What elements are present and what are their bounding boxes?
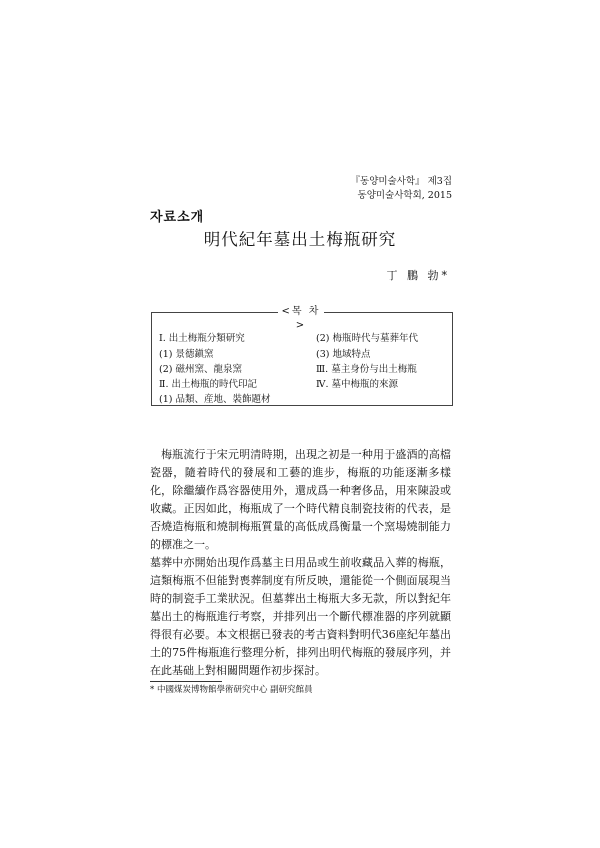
author-name: 丁 鵬 勃* [386, 269, 450, 282]
toc-item: (2) 磁州窯、龍泉窯 [159, 364, 242, 375]
body-text [150, 446, 451, 680]
footnote-divider [150, 681, 222, 682]
toc-item: Ⅲ. 墓主身份与出土梅瓶 [316, 364, 417, 375]
toc-item: (1) 景德鎭窯 [159, 349, 214, 360]
society-citation: 동양미술사학회, 2015 [357, 190, 452, 201]
body-paragraph: 梅瓶流行于宋元明清時期，出現之初是一种用于盛酒的高檔瓷器，隨着時代的發展和工藝的進步，梅瓶的功能逐漸多樣化，除繼續作爲容器使用外，還成爲一种奢侈品，用來陳設或收藏。正因如此，梅瓶成了一个時代精良制瓷技術的代表，是否燒造梅瓶和燒制梅瓶質量的高低成爲衡量一个窯場燒制能力的標准之一。 [150, 448, 451, 551]
toc-item: Ⅳ. 墓中梅瓶的來源 [316, 379, 399, 390]
body-paragraph: 墓葬中亦開始出現作爲墓主日用品或生前收藏品入葬的梅瓶，這類梅瓶不但能對喪葬制度有所反映，還能從一个側面展現当時的制瓷手工業狀況。但墓葬出土梅瓶大多无款，所以對紀年墓出土的梅瓶進行考察，并排列出一个斷代標准器的序列就顯得很有必要。本文根据已發表的考古資料對明代36座紀年墓出土的75件梅瓶進行整理分析，排列出明代梅瓶的發展序列，并在此基础上對相關問題作初步探討。 [150, 556, 451, 677]
toc-item: (1) 品類、産地、裝飾題材 [159, 394, 271, 405]
footnote: * 中國煤炭博物館學術研究中心 副研究館員 [150, 685, 313, 695]
table-of-contents-heading: <목 차> [278, 305, 324, 333]
journal-citation: 『동양미술사학』 제3집 [350, 176, 452, 187]
article-title: 明代紀年墓出土梅瓶研究 [203, 230, 397, 249]
toc-item: (3) 地域特点 [316, 349, 371, 360]
section-label: 자료소개 [150, 210, 205, 225]
toc-item: Ⅱ. 出土梅瓶的時代印記 [159, 379, 257, 390]
toc-item: (2) 梅瓶時代与墓葬年代 [316, 333, 418, 344]
toc-item: Ⅰ. 出土梅瓶分類研究 [159, 333, 245, 344]
